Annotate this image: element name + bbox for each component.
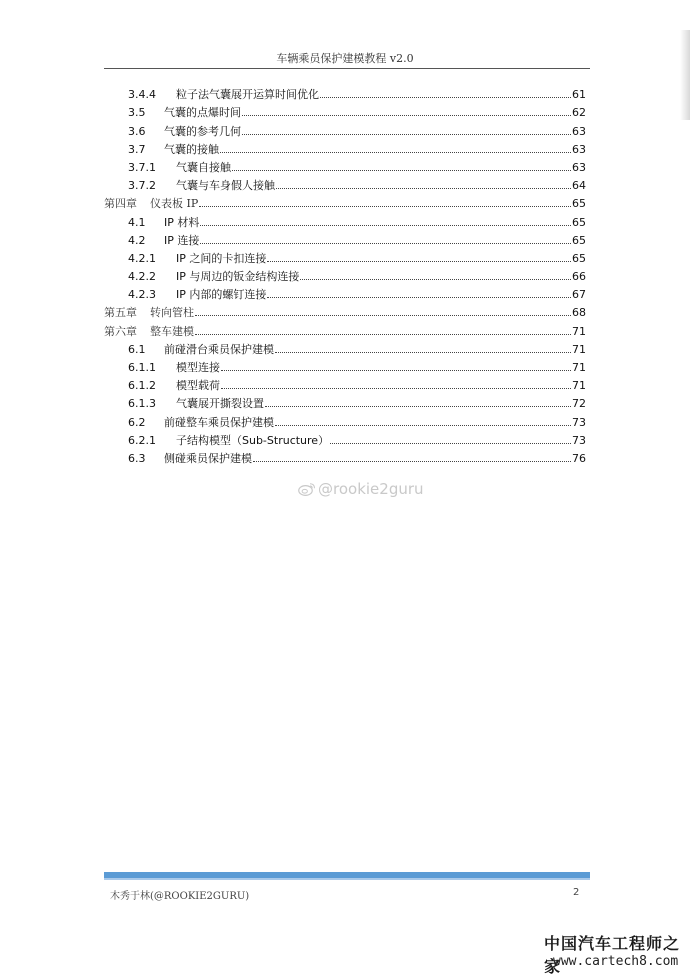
toc-entry[interactable] bbox=[104, 319, 586, 337]
toc-entry-number: 第六章 bbox=[104, 324, 137, 338]
toc-entry[interactable] bbox=[104, 429, 586, 447]
toc-entry-title: IP 连接 bbox=[164, 233, 200, 247]
toc-entry-page: 71 bbox=[572, 324, 586, 338]
footer-accent-bar-light bbox=[104, 878, 590, 880]
toc-entry-title: 转向管柱 bbox=[150, 306, 194, 320]
toc-entry-page: 65 bbox=[572, 251, 586, 265]
toc-entry-number: 4.2 bbox=[128, 233, 146, 247]
weibo-icon bbox=[298, 481, 316, 497]
toc-entry-title: 前碰滑台乘员保护建模 bbox=[164, 342, 274, 356]
toc-entry-title: IP 之间的卡扣连接 bbox=[176, 251, 267, 265]
toc-entry-page: 68 bbox=[572, 306, 586, 320]
toc-entry-page: 71 bbox=[572, 379, 586, 393]
toc-dot-leader bbox=[200, 225, 571, 226]
toc-entry-title: 气囊的接触 bbox=[164, 142, 219, 156]
toc-dot-leader bbox=[220, 152, 571, 153]
toc-entry[interactable] bbox=[104, 119, 586, 137]
toc-entry[interactable] bbox=[104, 447, 586, 465]
toc-dot-leader bbox=[195, 334, 571, 335]
toc-entry[interactable] bbox=[104, 283, 586, 301]
toc-entry[interactable] bbox=[104, 247, 586, 265]
toc-entry-page: 63 bbox=[572, 124, 586, 138]
toc-entry-page: 71 bbox=[572, 342, 586, 356]
toc-entry-number: 6.1 bbox=[128, 342, 146, 356]
toc-entry-title: 粒子法气囊展开运算时间优化 bbox=[176, 88, 319, 102]
watermark-text: @rookie2guru bbox=[318, 480, 424, 498]
toc-entry-title: 气囊的参考几何 bbox=[164, 124, 241, 138]
toc-entry[interactable] bbox=[104, 101, 586, 119]
toc-entry-title: 模型连接 bbox=[176, 361, 220, 374]
toc-entry-number: 6.1.3 bbox=[128, 397, 156, 411]
toc-entry-number: 3.4.4 bbox=[128, 88, 156, 102]
toc-entry-number: 4.1 bbox=[128, 215, 146, 229]
watermark bbox=[298, 480, 424, 498]
toc-entry-title: 子结构模型（Sub-Structure） bbox=[176, 433, 330, 447]
toc-entry[interactable] bbox=[104, 174, 586, 192]
toc-dot-leader bbox=[232, 170, 571, 171]
toc-entry-page: 73 bbox=[572, 433, 586, 447]
toc-entry[interactable] bbox=[104, 338, 586, 356]
toc-dot-leader bbox=[242, 115, 571, 116]
footer-page-number: 2 bbox=[573, 887, 580, 898]
page-edge-shadow bbox=[680, 30, 690, 120]
toc-dot-leader bbox=[275, 352, 571, 353]
toc-entry[interactable] bbox=[104, 356, 586, 374]
toc-dot-leader bbox=[253, 461, 571, 462]
toc-dot-leader bbox=[221, 388, 571, 389]
toc-dot-leader bbox=[221, 370, 571, 371]
toc-dot-leader bbox=[242, 134, 571, 135]
toc-dot-leader bbox=[267, 297, 571, 298]
toc-entry-title: 侧碰乘员保护建模 bbox=[164, 451, 252, 465]
toc-entry-page: 67 bbox=[572, 288, 586, 302]
toc-entry-title: IP 与周边的钣金结构连接 bbox=[176, 270, 300, 284]
toc-entry-page: 64 bbox=[572, 179, 586, 193]
toc-entry-number: 6.1.1 bbox=[128, 361, 156, 374]
toc-entry[interactable] bbox=[104, 229, 586, 247]
toc-entry-title: 模型载荷 bbox=[176, 379, 220, 393]
toc-entry-page: 73 bbox=[572, 415, 586, 429]
toc-entry[interactable] bbox=[104, 374, 586, 392]
toc-dot-leader bbox=[265, 406, 571, 407]
toc-entry-number: 第五章 bbox=[104, 306, 137, 320]
footer-author: 木秀于林(@ROOKIE2GURU) bbox=[110, 891, 250, 902]
toc-entry[interactable] bbox=[104, 83, 586, 101]
toc-entry-page: 65 bbox=[572, 215, 586, 229]
toc-entry-number: 6.2 bbox=[128, 415, 146, 429]
site-logo: 中国汽车工程师之家 bbox=[544, 934, 681, 976]
toc-entry-page: 65 bbox=[572, 233, 586, 247]
toc-entry-number: 3.7 bbox=[128, 142, 146, 156]
toc-entry-number: 3.6 bbox=[128, 124, 146, 138]
toc-entry-title: 前碰整车乘员保护建模 bbox=[164, 415, 274, 429]
toc-entry[interactable] bbox=[104, 265, 586, 283]
toc-entry-title: 气囊展开撕裂设置 bbox=[176, 397, 264, 411]
toc-entry-title: 气囊的点爆时间 bbox=[164, 106, 241, 120]
page-header-title: 车辆乘员保护建模教程 v2.0 bbox=[276, 52, 414, 65]
toc-entry[interactable] bbox=[104, 301, 586, 319]
toc-entry-page: 72 bbox=[572, 397, 586, 411]
toc-dot-leader bbox=[320, 97, 571, 98]
toc-entry-title: 整车建模 bbox=[150, 324, 194, 338]
toc-entry-number: 第四章 bbox=[104, 197, 137, 211]
toc-entry[interactable] bbox=[104, 410, 586, 428]
toc-entry-page: 71 bbox=[572, 361, 586, 374]
toc-entry-page: 61 bbox=[572, 88, 586, 102]
toc-entry-page: 66 bbox=[572, 270, 586, 284]
toc-dot-leader bbox=[267, 261, 571, 262]
toc-entry-page: 63 bbox=[572, 160, 586, 174]
toc-entry-number: 4.2.2 bbox=[128, 270, 156, 284]
toc-entry-page: 62 bbox=[572, 106, 586, 120]
toc-entry[interactable] bbox=[104, 210, 586, 228]
toc-entry-number: 6.2.1 bbox=[128, 433, 156, 447]
toc-entry-number: 6.3 bbox=[128, 451, 146, 465]
toc-dot-leader bbox=[275, 425, 571, 426]
table-of-contents bbox=[104, 83, 586, 465]
toc-entry-number: 3.7.1 bbox=[128, 160, 156, 174]
toc-entry-title: IP 内部的螺钉连接 bbox=[176, 288, 267, 302]
toc-entry-number: 3.5 bbox=[128, 106, 146, 120]
toc-entry-title: 气囊与车身假人接触 bbox=[176, 179, 275, 193]
toc-entry-number: 3.7.2 bbox=[128, 179, 156, 193]
toc-dot-leader bbox=[276, 188, 571, 189]
toc-entry-page: 63 bbox=[572, 142, 586, 156]
toc-entry-number: 6.1.2 bbox=[128, 379, 156, 393]
toc-entry-title: IP 材料 bbox=[164, 215, 200, 229]
toc-dot-leader bbox=[195, 315, 571, 316]
toc-entry-page: 76 bbox=[572, 451, 586, 465]
toc-entry-title: 气囊自接触 bbox=[176, 160, 231, 174]
toc-entry[interactable] bbox=[104, 192, 586, 210]
toc-entry-number: 4.2.1 bbox=[128, 251, 156, 265]
header-divider bbox=[104, 68, 590, 69]
toc-entry[interactable] bbox=[104, 392, 586, 410]
toc-dot-leader bbox=[199, 206, 571, 207]
toc-entry-title: 仪表板 IP bbox=[150, 197, 199, 211]
toc-entry-number: 4.2.3 bbox=[128, 288, 156, 302]
toc-dot-leader bbox=[200, 243, 571, 244]
toc-dot-leader bbox=[330, 443, 571, 444]
toc-dot-leader bbox=[300, 279, 571, 280]
site-url: www.cartech8.com bbox=[553, 954, 679, 969]
toc-entry[interactable] bbox=[104, 138, 586, 156]
toc-entry-page: 65 bbox=[572, 197, 586, 211]
toc-entry[interactable] bbox=[104, 156, 586, 174]
